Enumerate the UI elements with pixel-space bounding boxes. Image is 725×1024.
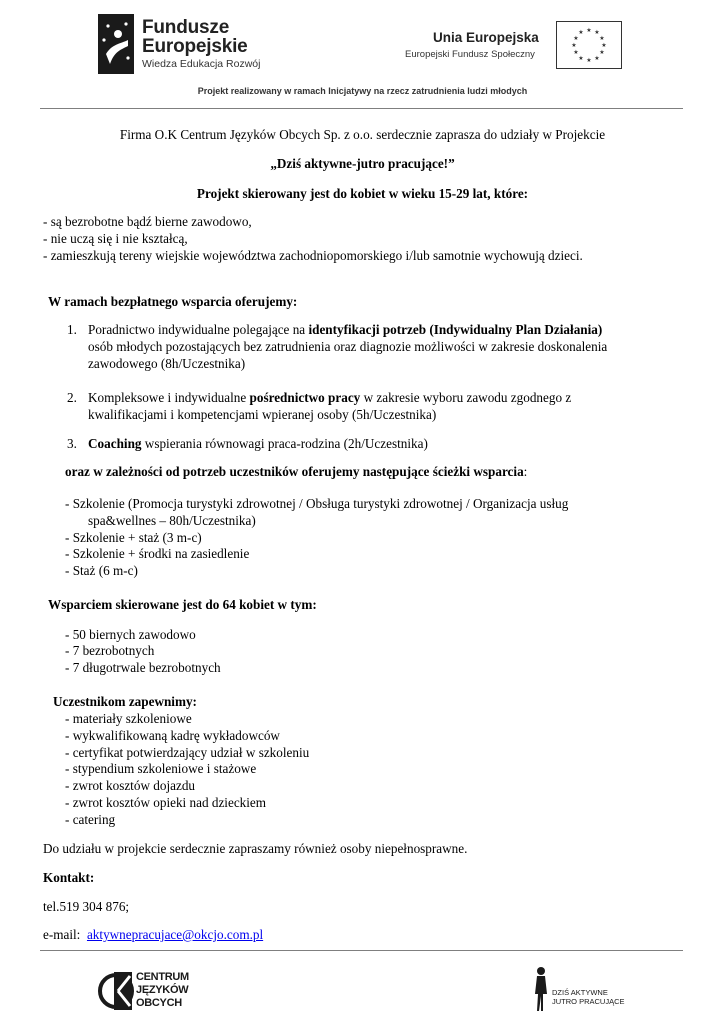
support-item-1-line1: Poradnictwo indywidualne polegające na identyfikacji potrzeb (Indywidualny Plan Działania) [88,322,603,337]
support-item-1-number: 1. [67,322,77,337]
provided-item: - certyfikat potwierdzający udział w szkoleniu [65,745,310,760]
support-item-2-line1: Kompleksowe i indywidualne pośrednictwo pracy w zakresie wyboru zawodu zgodnego z [88,390,572,405]
criteria-item: - są bezrobotne bądź bierne zawodowo, [43,214,252,229]
dzis-aktywne-logo [528,966,638,1014]
svg-text:★: ★ [578,29,584,36]
svg-text:★: ★ [586,27,592,34]
svg-text:★: ★ [599,35,605,42]
ocj-logo-line2: JĘZYKÓW [136,984,189,996]
contact-heading: Kontakt: [43,870,95,885]
recipients-heading: Wsparciem skierowane jest do 64 kobiet w tym: [48,597,317,612]
support-heading: W ramach bezpłatnego wsparcia oferujemy: [48,294,298,309]
fe-emblem-icon [98,14,134,74]
support-item-2-number: 2. [67,390,77,405]
ocj-logo-line1: CENTRUM [136,971,189,983]
closing-text: Do udziału w projekcie serdecznie zapraszamy również osoby niepełnosprawne. [43,841,468,856]
ocj-logo-line3: OBCYCH [136,997,182,1009]
header-divider [40,108,683,109]
path-item-continuation: spa&wellnes – 80h/Uczestnika) [88,513,256,528]
support-item-3-number: 3. [67,436,77,451]
svg-text:★: ★ [573,35,579,42]
svg-text:★: ★ [599,49,605,56]
provided-heading: Uczestnikom zapewnimy: [53,694,197,709]
support-item-1-line2: osób młodych pozostających bez zatrudnienia oraz diagnozie możliwości w zakresie doskonalenia [88,339,608,354]
support-item-3-bold: Coaching [88,436,142,451]
recipient-item: - 7 długotrwale bezrobotnych [65,660,221,675]
contact-email-row [43,927,263,943]
path-item: - Szkolenie + staż (3 m-c) [65,530,202,545]
support-item-2-line2: kwalifikacjami i kompetencjami wpieranej osoby (5h/Uczestnika) [88,407,437,422]
djp-logo-line2: JUTRO PRACUJĄCE [552,997,625,1006]
woman-silhouette-icon [532,966,550,1012]
djp-logo-line1: DZIŚ AKTYWNE [552,988,608,997]
support-item-2-bold: pośrednictwo pracy [249,390,361,405]
centrum-jezykow-obcych-logo [98,968,198,1014]
support-item-1-bold: identyfikacji potrzeb (Indywidualny Plan Działania) [308,322,603,337]
provided-item: - zwrot kosztów dojazdu [65,778,196,793]
path-item: - Staż (6 m-c) [65,563,138,578]
ocj-emblem-icon [98,970,134,1012]
svg-text:★: ★ [586,57,592,64]
support-item-1-line3: zawodowego (8h/Uczestnika) [88,356,246,371]
provided-item: - materiały szkoleniowe [65,711,192,726]
svg-text:★: ★ [601,42,607,49]
contact-email-label: e-mail: [43,927,87,942]
recipient-item: - 50 biernych zawodowo [65,627,196,642]
svg-text:★: ★ [573,49,579,56]
ue-logo-title: Unia Europejska [433,30,539,45]
svg-text:★: ★ [578,55,584,62]
ue-logo-subtitle: Europejski Fundusz Społeczny [405,49,535,60]
fe-logo-line2: Europejskie [142,36,248,57]
svg-text:★: ★ [594,29,600,36]
criteria-item: - nie uczą się i nie kształcą, [43,231,188,246]
fundusze-europejskie-logo [98,14,278,78]
eu-flag-icon [556,21,622,69]
svg-text:★: ★ [571,42,577,49]
fe-logo-line3: Wiedza Edukacja Rozwój [142,58,261,70]
contact-phone: tel.519 304 876; [43,899,130,914]
provided-item: - catering [65,812,116,827]
target-group: Projekt skierowany jest do kobiet w wieku 15-29 lat, które: [196,186,529,201]
recipient-item: - 7 bezrobotnych [65,643,155,658]
project-note: Projekt realizowany w ramach Inicjatywy na rzecz zatrudnienia ludzi młodych [197,86,528,96]
path-item: - Szkolenie + środki na zasiedlenie [65,546,250,561]
path-item: - Szkolenie (Promocja turystyki zdrowotnej / Obsługa turystyki zdrowotnej / Organizacja usług [65,496,569,511]
support-item-3-line1: Coaching wspierania równowagi praca-rodzina (2h/Uczestnika) [88,436,428,451]
invitation-text: Firma O.K Centrum Języków Obcych Sp. z o.o. serdecznie zaprasza do udziały w Projekcie [119,127,606,142]
fe-logo-line1: Fundusze [142,17,230,38]
provided-item: - stypendium szkoleniowe i stażowe [65,761,257,776]
provided-item: - zwrot kosztów opieki nad dzieckiem [65,795,267,810]
footer-divider [40,950,683,951]
contact-email-link[interactable]: aktywnepracujace@okcjo.com.pl [86,927,264,942]
criteria-item: - zamieszkują tereny wiejskie województwa zachodniopomorskiego i/lub samotnie wychowują dzieci. [43,248,583,263]
provided-item: - wykwalifikowaną kadrę wykładowców [65,728,280,743]
project-name: „Dziś aktywne-jutro pracujące!” [270,156,455,171]
paths-heading: oraz w zależności od potrzeb uczestników oferujemy następujące ścieżki wsparcia: [65,464,528,479]
svg-text:★: ★ [594,55,600,62]
